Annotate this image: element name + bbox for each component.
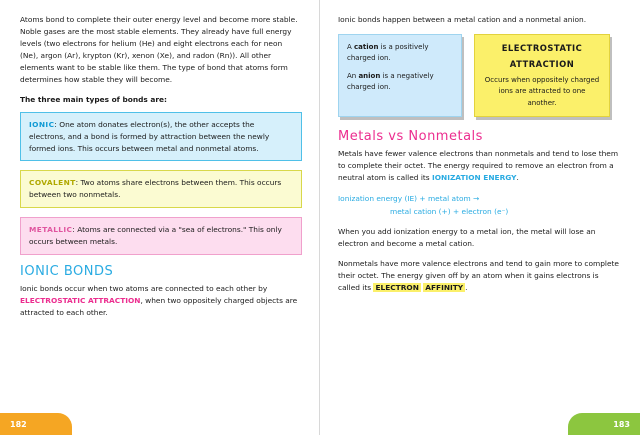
metals-vs-nonmetals-heading: Metals vs Nonmetals	[338, 128, 483, 144]
sticky-notes-row	[338, 34, 620, 117]
covalent-definition: : Two atoms share electrons between them. This occurs between two nonmetals.	[29, 178, 282, 200]
right-page-number-label: 183	[613, 419, 630, 429]
ionic-bonds-paragraph	[20, 283, 302, 319]
right-page	[320, 0, 640, 435]
nonmetals-paragraph	[338, 258, 620, 294]
cation-definition	[347, 42, 453, 65]
anion-suffix: is a negatively charged ion.	[347, 71, 434, 91]
electron-affinity-highlight-2: AFFINITY	[425, 283, 464, 293]
ionization-equation-line2: metal cation (+) + electron (e⁻)	[390, 207, 509, 217]
anion-definition	[347, 71, 453, 94]
right-page-number	[568, 413, 640, 435]
electron-affinity-highlight-1: ELECTRON	[375, 283, 419, 293]
ionization-equation-line1: Ionization energy (IE) + metal atom →	[338, 193, 480, 203]
electrostatic-note-body: Occurs when oppositely charged ions are attracted to one another.	[484, 75, 600, 107]
ionic-bond-callout	[20, 112, 302, 162]
ionic-term: IONIC	[29, 119, 55, 129]
left-page-number	[0, 413, 72, 435]
ionic-bonds-text-part2: , when two oppositely charged objects are attracted to each other.	[20, 295, 298, 317]
cation-term: cation	[354, 42, 379, 51]
ionic-bonds-text-part1: Ionic bonds occur when two atoms are connected to each other by	[20, 283, 268, 293]
ionic-definition: : One atom donates electron(s), the other accepts the electrons, and a bond is formed by attraction between the newly formed ions. This occurs between metal and nonmetal atoms.	[29, 119, 270, 153]
metallic-definition: : Atoms are connected via a "sea of electrons." This only occurs between metals.	[29, 225, 282, 246]
anion-term: anion	[358, 71, 381, 80]
covalent-term: COVALENT	[29, 178, 76, 188]
cation-suffix: is a positively charged ion.	[347, 42, 429, 63]
ionization-energy-emphasis: IONIZATION ENERGY	[431, 172, 517, 182]
electrostatic-attraction-emphasis: ELECTROSTATIC ATTRACTION	[20, 295, 141, 305]
right-intro-paragraph: Ionic bonds happen between a metal cation and a nonmetal anion.	[338, 15, 587, 24]
cation-prefix: A	[347, 42, 355, 51]
left-page-number-label: 182	[10, 419, 27, 429]
nonmetals-text-part2: .	[465, 283, 468, 293]
nonmetals-text-part1: Nonmetals have more valence electrons and tend to gain more to complete their octet. The energy given off by an atom when it gains electrons is called its	[338, 259, 619, 293]
cation-anion-note	[338, 34, 462, 117]
metallic-term: METALLIC	[29, 225, 73, 235]
covalent-bond-callout	[20, 170, 302, 208]
anion-prefix: An	[347, 71, 359, 80]
electrostatic-attraction-note	[474, 34, 610, 117]
electrostatic-note-title-line2: ATTRACTION	[509, 59, 575, 70]
metal-cation-paragraph: When you add ionization energy to a metal ion, the metal will lose an electron and become a metal cation.	[338, 227, 596, 249]
bond-types-lead-in: The three main types of bonds are:	[20, 94, 167, 104]
metallic-bond-callout	[20, 217, 302, 255]
left-intro-paragraph: Atoms bond to complete their outer energy level and become more stable. Noble gases are the most stable elements. They already have full energy levels (two electrons for helium (He) and eight electrons each for neon (Ne), argon (Ar), krypton (Kr), xenon (Xe), and radon (Rn)). All other elements want to be stable like them. The type of bond that atoms form determines how stable they will become.	[20, 15, 298, 84]
ionic-bonds-heading: IONIC BONDS	[20, 263, 114, 279]
metals-text-part1: Metals have fewer valence electrons than nonmetals and tend to lose them to complete their octet. The energy required to remove an electron from a neutral atom is called its	[338, 148, 619, 182]
metals-paragraph	[338, 148, 620, 184]
ionization-equation	[338, 192, 620, 219]
metals-text-part2: .	[516, 172, 519, 182]
electrostatic-note-title-line1: ELECTROSTATIC	[501, 42, 583, 53]
